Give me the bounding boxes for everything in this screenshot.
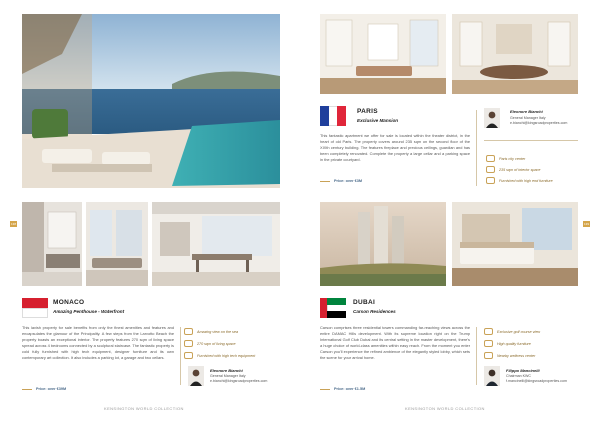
footer-left: KENSINGTON WORLD COLLECTION bbox=[104, 406, 184, 411]
paris-feature-3: Furnished with high end furniture bbox=[486, 177, 553, 184]
dubai-description: Carson comprises three residential towers commanding far-reaching views across the entire DAMAC Hills development. With its supreme location right on the Trump International Golf Club Dubai and its central setting in the master development, there's a huge choice of world-class amenities within easy reach. From the moment you enter Carson you'll experience the refined ambience of the elegantly styled lobby, which sets the scene for your arrival home. bbox=[320, 325, 470, 361]
dubai-agent-email[interactable]: f.mancinelli@kingsroadproperties.com bbox=[506, 379, 567, 383]
paris-listing-title: Exclusive Mansion bbox=[357, 118, 399, 123]
monaco-agent-email[interactable]: e.bianchi@kingsroadproperties.com bbox=[210, 379, 268, 383]
monaco-living-photo bbox=[86, 202, 148, 286]
dubai-feature-1: Exclusive golf course view bbox=[484, 328, 540, 335]
monaco-price: Price: over €39M bbox=[22, 387, 66, 391]
paris-feature-1: Paris city center bbox=[486, 155, 525, 162]
monaco-agent-photo bbox=[188, 366, 204, 386]
area-icon bbox=[486, 166, 495, 173]
dubai-bedroom-photo bbox=[452, 202, 578, 286]
furniture-icon bbox=[486, 177, 495, 184]
paris-salon-photo bbox=[320, 14, 446, 94]
paris-description: This fantastic apartment we offer for sale is located within the theater district, in the heart of old Paris. The property covers around 235 sqm on the second floor of the XIXth century building. The features fireplace and precious ceilings, guardian and has been completely renovated. Complete the property a large cellar and a parking space in the private courtyard. bbox=[320, 133, 470, 163]
monaco-description: This lavish property for sale benefits from only the finest amenities and features and encapsulates the glamour of the Principality. A few steps from the Larvotto Beach the property boasts an exceptional interior. The property features 270 sqm of living space spread across 4 bedrooms connected by a sculptural staircase. The fantastic property is cold fully furnished with high tech equipment, designer furniture and its own contemporary art collection. It also includes a parking lot, a garage and two cellars. bbox=[22, 325, 174, 361]
location-icon bbox=[486, 155, 495, 162]
monaco-terrace-photo bbox=[22, 14, 280, 188]
dubai-listing-title: Carson Residences bbox=[353, 309, 396, 314]
paris-agent-role: General Manager Italy bbox=[510, 116, 546, 120]
golf-icon bbox=[484, 328, 493, 335]
monaco-bathroom-photo bbox=[22, 202, 82, 286]
paris-agent-name: Eleonore Bianchi bbox=[510, 109, 543, 114]
paris-agent-email[interactable]: e.bianchi@kingsroadproperties.com bbox=[510, 121, 568, 125]
paris-feature-2: 235 sqm of interior space bbox=[486, 166, 540, 173]
dubai-agent-photo bbox=[484, 366, 500, 386]
monaco-flag bbox=[22, 298, 48, 318]
dubai-agent-name: Filippo Mancinelli bbox=[506, 368, 540, 373]
area-icon bbox=[184, 340, 193, 347]
paris-agent-photo bbox=[484, 108, 500, 128]
paris-price: Price: over €3M bbox=[320, 179, 362, 183]
monaco-feature-3: Furnished with high tech equipment bbox=[184, 352, 255, 359]
dubai-city-title: DUBAI bbox=[353, 299, 376, 306]
furniture-icon bbox=[484, 340, 493, 347]
monaco-agent-name: Eleonore Bianchi bbox=[210, 368, 243, 373]
paris-dining-photo bbox=[452, 14, 578, 94]
page-tab-right: 139 bbox=[583, 222, 589, 226]
monaco-dining-photo bbox=[152, 202, 280, 286]
dubai-feature-3: Nearby wellness center bbox=[484, 352, 535, 359]
furniture-icon bbox=[184, 352, 193, 359]
eye-icon bbox=[184, 328, 193, 335]
monaco-feature-1: Amazing view on the sea bbox=[184, 328, 238, 335]
monaco-agent-role: General Manager Italy bbox=[210, 374, 246, 378]
france-flag bbox=[320, 106, 346, 126]
monaco-listing-title: Amazing Penthouse - Waterfront bbox=[53, 309, 125, 314]
dubai-agent-role: Chairman KWC bbox=[506, 374, 531, 378]
dubai-price: Price: over €1.5M bbox=[320, 387, 365, 391]
dubai-towers-photo bbox=[320, 202, 446, 286]
wellness-icon bbox=[484, 352, 493, 359]
dubai-feature-2: High quality furniture bbox=[484, 340, 531, 347]
monaco-feature-2: 270 sqm of living space bbox=[184, 340, 236, 347]
paris-city-title: PARIS bbox=[357, 108, 378, 115]
monaco-city-title: MONACO bbox=[53, 299, 85, 306]
footer-right: KENSINGTON WORLD COLLECTION bbox=[405, 406, 485, 411]
page-tab-left: 138 bbox=[10, 222, 16, 226]
uae-flag bbox=[320, 298, 346, 318]
